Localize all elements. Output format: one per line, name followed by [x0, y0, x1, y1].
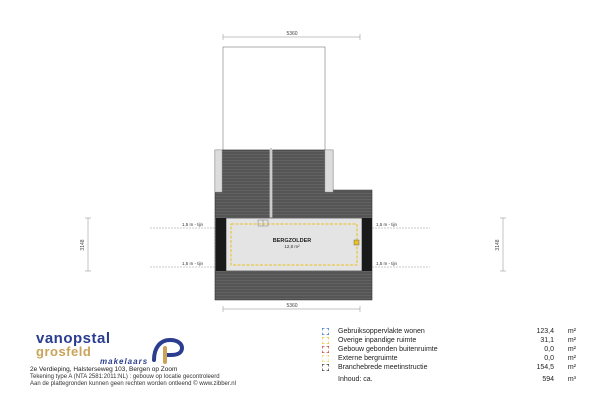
legend-unit: m²	[567, 337, 576, 344]
legend-label: Gebruiksoppervlakte wonen	[338, 328, 425, 335]
brand-name-line3: makelaars	[100, 357, 149, 366]
legend-value: 0,0	[544, 355, 554, 362]
brand-mark-icon	[148, 334, 188, 364]
dimension-right-label: 3148	[495, 239, 501, 251]
legend-row	[322, 363, 580, 372]
corner-frame-icon	[322, 328, 329, 335]
brand-name-line1: vanopstal	[36, 330, 111, 347]
wall-left	[216, 218, 226, 271]
height-label-bottom-right: 1,5 m - tijn	[376, 261, 398, 266]
wall-right	[362, 218, 372, 271]
legend-label: Overige inpandige ruimte	[338, 337, 417, 344]
dimension-top	[223, 31, 360, 40]
dimension-right	[495, 218, 506, 271]
legend-row	[322, 336, 580, 345]
corner-frame-icon	[322, 337, 329, 344]
volume-unit: m³	[567, 376, 576, 383]
dimension-bottom-label: 5360	[286, 303, 298, 309]
disclaimer-line: Aan de plattegronden kunnen geen rechten worden ontleend © www.zibber.nl	[30, 381, 236, 387]
legend-label: Externe bergruimte	[338, 355, 398, 362]
volume-value: 594	[542, 376, 554, 383]
legend-label: Gebouw gebonden buitenruimte	[338, 346, 438, 353]
dimension-top-label: 5360	[286, 31, 298, 37]
volume-label: Inhoud: ca.	[338, 376, 373, 383]
legend-label: Branchebrede meetinstructie	[338, 364, 428, 371]
address-line: 2e Verdieping, Halsterseweg 103, Bergen op Zoom	[30, 366, 178, 373]
legend-row	[322, 327, 580, 336]
corner-frame-icon	[322, 364, 329, 371]
drawing-type-line: Tekening type A (NTA 2581:2011:NL) : gebouw op locatie gecontroleerd	[30, 374, 220, 380]
drawing-info	[30, 366, 330, 388]
dimension-bottom	[223, 303, 360, 312]
brand-name-line2: grosfeld	[36, 344, 92, 359]
volume-row	[322, 375, 580, 384]
legend-unit: m²	[567, 328, 576, 335]
legend-unit: m²	[567, 355, 576, 362]
corner-frame-icon	[322, 355, 329, 362]
legend-unit: m²	[567, 346, 576, 353]
corner-frame-icon	[322, 346, 329, 353]
legend-unit: m²	[567, 364, 576, 371]
height-label-top-left: 1,5 m - tijn	[182, 222, 204, 227]
dimension-left	[80, 218, 91, 271]
room-area: 12,8 m²	[284, 244, 300, 249]
brand-logo	[36, 330, 216, 366]
upper-outline	[223, 47, 325, 150]
height-label-top-right: 1,5 m - tijn	[376, 222, 398, 227]
legend-value: 0,0	[544, 346, 554, 353]
dimension-left-label: 3148	[80, 239, 86, 251]
legend-row	[322, 345, 580, 354]
legend-value: 31,1	[540, 337, 554, 344]
area-legend	[322, 327, 580, 384]
legend-row	[322, 354, 580, 363]
yellow-marker	[354, 240, 359, 245]
room-bergzolder	[226, 218, 362, 271]
height-label-bottom-left: 1,5 m - tijn	[182, 261, 204, 266]
legend-value: 123,4	[536, 328, 554, 335]
room-name: BERGZOLDER	[272, 238, 312, 244]
legend-value: 154,5	[536, 364, 554, 371]
